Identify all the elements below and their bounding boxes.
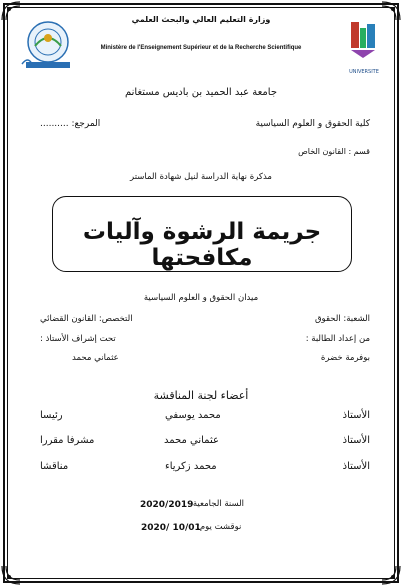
academic-year-label: السنة الجامعية: bbox=[190, 499, 245, 509]
committee-member-title: الأستاذ bbox=[342, 461, 370, 472]
defense-date-label: نوقشت يوم: bbox=[197, 522, 242, 532]
committee-member-role: مشرفا مقررا bbox=[40, 435, 95, 446]
ministry-name-ar: وزارة التعليم العالي والبحث العلمي bbox=[131, 15, 271, 24]
department-name: قسم : القانون الخاص bbox=[298, 147, 370, 156]
committee-member-name: محمد يوسفي bbox=[165, 410, 221, 421]
committee-member-title: الأستاذ bbox=[342, 435, 370, 446]
corner-ornament-icon bbox=[0, 564, 22, 586]
committee-title: أعضاء لجنة المناقشة bbox=[153, 389, 249, 402]
academic-year: 2020/2019 bbox=[140, 500, 194, 510]
prepared-by-label: من إعداد الطالبة : bbox=[305, 334, 370, 344]
specialization: التخصص: القانون القضائي bbox=[40, 314, 133, 324]
university-name: جامعة عبد الحميد بن باديس مستغانم bbox=[124, 87, 278, 98]
branch: الشعبة: الحقوق bbox=[314, 314, 370, 324]
title-box bbox=[52, 196, 352, 272]
committee-member-role: رئيسا bbox=[40, 410, 63, 421]
university-logo-caption: UNIVERSITE bbox=[349, 69, 379, 75]
committee-member-title: الأستاذ bbox=[342, 410, 370, 421]
committee-member-name: عثماني محمد bbox=[164, 435, 219, 446]
committee-member-role: مناقشا bbox=[40, 461, 69, 472]
supervisor-name: عثماني محمد bbox=[72, 353, 119, 363]
committee-member-name: محمد زكرياء bbox=[165, 461, 217, 472]
field-name: ميدان الحقوق و العلوم السياسية bbox=[143, 293, 259, 303]
defense-date: 2020/ 10/01 bbox=[141, 523, 201, 533]
faculty-name: كلية الحقوق و العلوم السياسية bbox=[255, 119, 370, 129]
supervisor-label: تحت إشراف الأستاذ : bbox=[40, 334, 116, 344]
memo-type: مذكرة نهاية الدراسة لنيل شهادة الماستر bbox=[130, 172, 272, 182]
student-name: بوفرمة خضرة bbox=[320, 353, 370, 363]
ministry-name-fr: Ministère de l'Enseignement Supérieur et de la Recherche Scientifique bbox=[100, 45, 302, 51]
thesis-title: جريمة الرشوة وآليات مكافحتها bbox=[82, 219, 322, 271]
corner-ornament-icon bbox=[380, 564, 402, 586]
reference-field: المرجع: .......... bbox=[40, 119, 101, 129]
